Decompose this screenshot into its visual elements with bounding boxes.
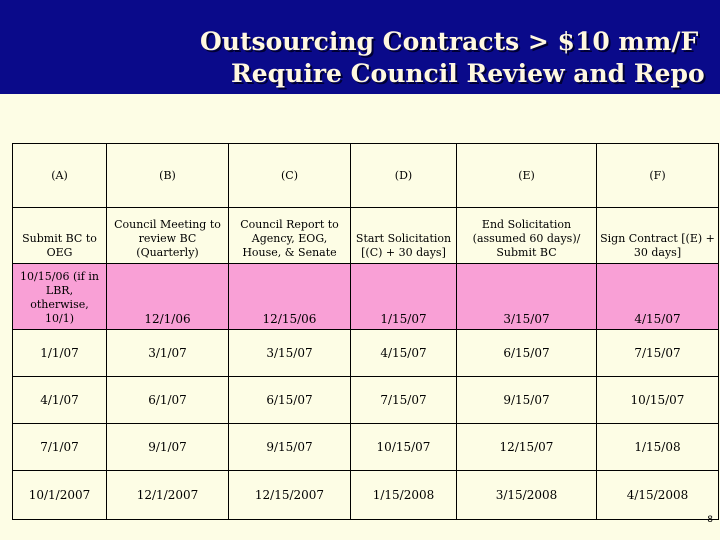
table-cell: 12/15/06 <box>229 264 351 330</box>
column-header: Sign Contract [(E) + 30 days] <box>597 208 719 264</box>
column-header: Submit BC to OEG <box>13 208 107 264</box>
column-letter: (B) <box>107 144 229 208</box>
slide-title-line-1: Outsourcing Contracts > $10 mm/F <box>200 27 699 56</box>
table-cell: 4/15/2008 <box>597 471 719 520</box>
column-header: Council Meeting to review BC (Quarterly) <box>107 208 229 264</box>
table-cell: 7/15/07 <box>597 330 719 377</box>
table-cell: 1/1/07 <box>13 330 107 377</box>
table-cell: 4/15/07 <box>597 264 719 330</box>
table-cell: 12/15/2007 <box>229 471 351 520</box>
table-row-highlighted <box>13 264 719 330</box>
table-cell: 9/1/07 <box>107 424 229 471</box>
table-cell: 9/15/07 <box>457 377 597 424</box>
table-cell: 3/1/07 <box>107 330 229 377</box>
table-cell: 12/1/06 <box>107 264 229 330</box>
title-bar <box>0 0 720 94</box>
column-header: Start Solicitation [(C) + 30 days] <box>351 208 457 264</box>
table-cell: 1/15/2008 <box>351 471 457 520</box>
table-cell: 10/15/06 (if in LBR, otherwise, 10/1) <box>13 264 107 330</box>
column-letter: (C) <box>229 144 351 208</box>
table-cell: 1/15/08 <box>597 424 719 471</box>
table-row <box>13 377 719 424</box>
table-cell: 6/1/07 <box>107 377 229 424</box>
column-header: Council Report to Agency, EOG, House, & Senate <box>229 208 351 264</box>
table-row <box>13 330 719 377</box>
column-letter: (D) <box>351 144 457 208</box>
column-letter: (F) <box>597 144 719 208</box>
column-letter: (E) <box>457 144 597 208</box>
table-cell: 3/15/07 <box>229 330 351 377</box>
table-row <box>13 424 719 471</box>
table-cell: 9/15/07 <box>229 424 351 471</box>
table-cell: 4/15/07 <box>351 330 457 377</box>
table-cell: 6/15/07 <box>457 330 597 377</box>
table-cell: 12/1/2007 <box>107 471 229 520</box>
table-cell: 10/1/2007 <box>13 471 107 520</box>
column-letter: (A) <box>13 144 107 208</box>
table-cell: 3/15/2008 <box>457 471 597 520</box>
schedule-table <box>12 143 719 520</box>
table-cell: 6/15/07 <box>229 377 351 424</box>
table-cell: 3/15/07 <box>457 264 597 330</box>
table-cell: 10/15/07 <box>351 424 457 471</box>
table-cell: 12/15/07 <box>457 424 597 471</box>
column-header: End Solicitation (assumed 60 days)/ Submit BC <box>457 208 597 264</box>
column-header-row <box>13 208 719 264</box>
table-cell: 1/15/07 <box>351 264 457 330</box>
page-number: 8 <box>707 515 713 525</box>
table-cell: 10/15/07 <box>597 377 719 424</box>
table-row <box>13 471 719 520</box>
slide-title-line-2: Require Council Review and Repo <box>231 59 705 88</box>
table-cell: 7/15/07 <box>351 377 457 424</box>
table-cell: 7/1/07 <box>13 424 107 471</box>
column-letter-row <box>13 144 719 208</box>
table-cell: 4/1/07 <box>13 377 107 424</box>
